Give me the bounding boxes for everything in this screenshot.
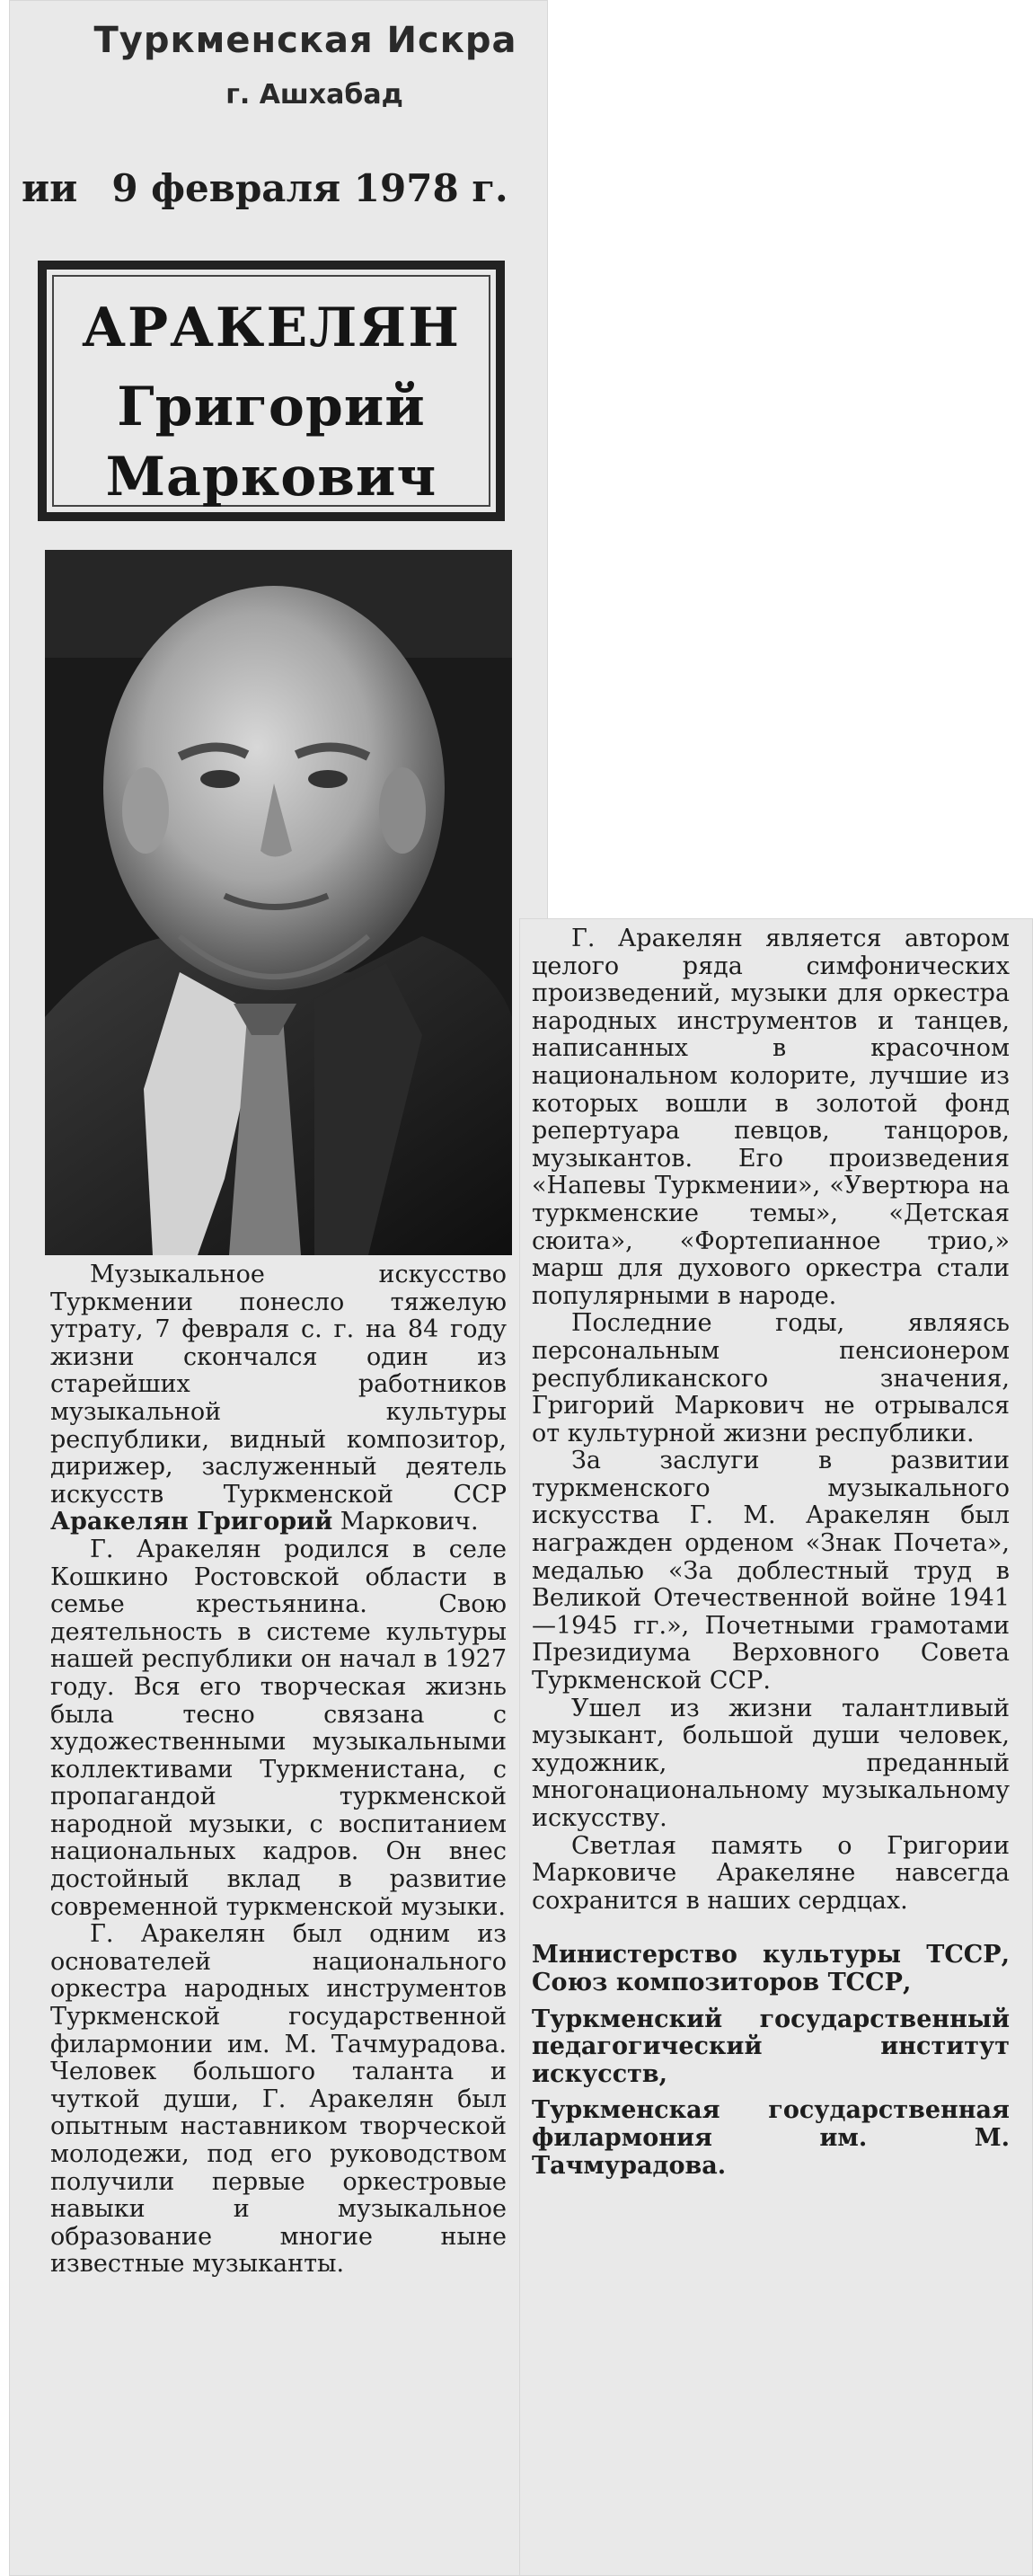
- paragraph-farewell: Ушел из жизни талантливый музыкант, большой души человек, художник, преданный многонациональному музыкальному искусству.: [532, 1694, 1010, 1832]
- issue-date: 9 февраля 1978 г.: [111, 166, 508, 210]
- paragraph-intro-text: Музыкальное искусство Туркмении понесло тяжелую утрату, 7 февраля с. г. на 84 году жизни скончался один из старейших работников музыкальной культуры республики, видный композитор, дирижер, заслуженный деятель искусств Туркменской ССР: [50, 1261, 507, 1509]
- portrait-illustration: [45, 550, 512, 1255]
- paragraph-intro: [50, 1261, 507, 1536]
- obituary-text-right-column: [532, 925, 1010, 2189]
- obituary-text-left-column: [50, 1261, 507, 2279]
- paragraph-pension: Последние годы, являясь персональным пенсионером республиканского значения, Григорий Маркович не отрывался от культурной жизни республики.: [532, 1309, 1010, 1447]
- newspaper-name: Туркменская Искра: [93, 20, 517, 61]
- signatories-block: [532, 1942, 1010, 2180]
- headline-surname: АРАКЕЛЯН: [82, 297, 461, 359]
- issue-date-prefix: ии: [22, 166, 78, 210]
- signatory-institute: Туркменский государственный педагогический институт искусств,: [532, 2005, 1010, 2088]
- paragraph-intro-end: Маркович.: [332, 1508, 479, 1536]
- obituary-headline-box: [38, 261, 505, 521]
- newspaper-city: г. Ашхабад: [225, 79, 403, 111]
- paragraph-memory: Светлая память о Григории Марковиче Аракеляне навсегда сохранится в наших сердцах.: [532, 1831, 1010, 1915]
- paragraph-awards: За заслуги в развитии туркменского музыкального искусства Г. М. Аракелян был награжден орденом «Знак Почета», медалью «За доблестный труд в Великой Отечественной войне 1941—1945 гг.», Почетными грамотами Президиума Верховного Совета Туркменской ССР.: [532, 1447, 1010, 1695]
- headline-first-name: Григорий: [117, 376, 426, 438]
- paragraph-works: Г. Аракелян является автором целого ряда симфонических произведений, музыки для оркестра народных инструментов и танцев, написанных в красочном национальном колорите, лучшие из которых вошли в золотой фонд репертуара певцов, танцоров, музыкантов. Его произведения «Напевы Туркмении», «Увертюра на туркменские темы», «Детская сюита», «Фортепианное трио,» марш для духового оркестра стали популярными в народе.: [532, 925, 1010, 1310]
- signatory-philharmonic: Туркменская государственная филармония им. М. Тачмурадова.: [532, 2096, 1010, 2180]
- paragraph-biography: Г. Аракелян родился в селе Кошкино Ростовской области в семье крестьянина. Свою деятельность в системе культуры нашей республики он начал в 1927 году. Вся его творческая жизнь была тесно связана с художественными музыкальными коллективами Туркменистана, с пропагандой туркменской народной музыки, с воспитанием национальных кадров. Он внес достойный вклад в развитие современной туркменской музыки.: [50, 1535, 507, 1921]
- paragraph-orchestra: Г. Аракелян был одним из основателей национального оркестра народных инструментов Туркменской государственной филармонии им. М. Тачмурадова. Человек большого таланта и чуткой души, Г. Аракелян был опытным наставником творческой молодежи, под его руководством получили первые оркестровые навыки и музыкальное образование многие ныне известные музыканты.: [50, 1920, 507, 2279]
- signatory-ministry: Министерство культуры ТССР, Союз композиторов ТССР,: [532, 1941, 1010, 1996]
- portrait-photo: [45, 550, 512, 1255]
- newspaper-clipping-left: [9, 0, 548, 2576]
- headline-patronymic: Маркович: [105, 446, 437, 509]
- issue-date-line: [22, 166, 525, 210]
- deceased-name-bold: Аракелян Григорий: [50, 1508, 333, 1536]
